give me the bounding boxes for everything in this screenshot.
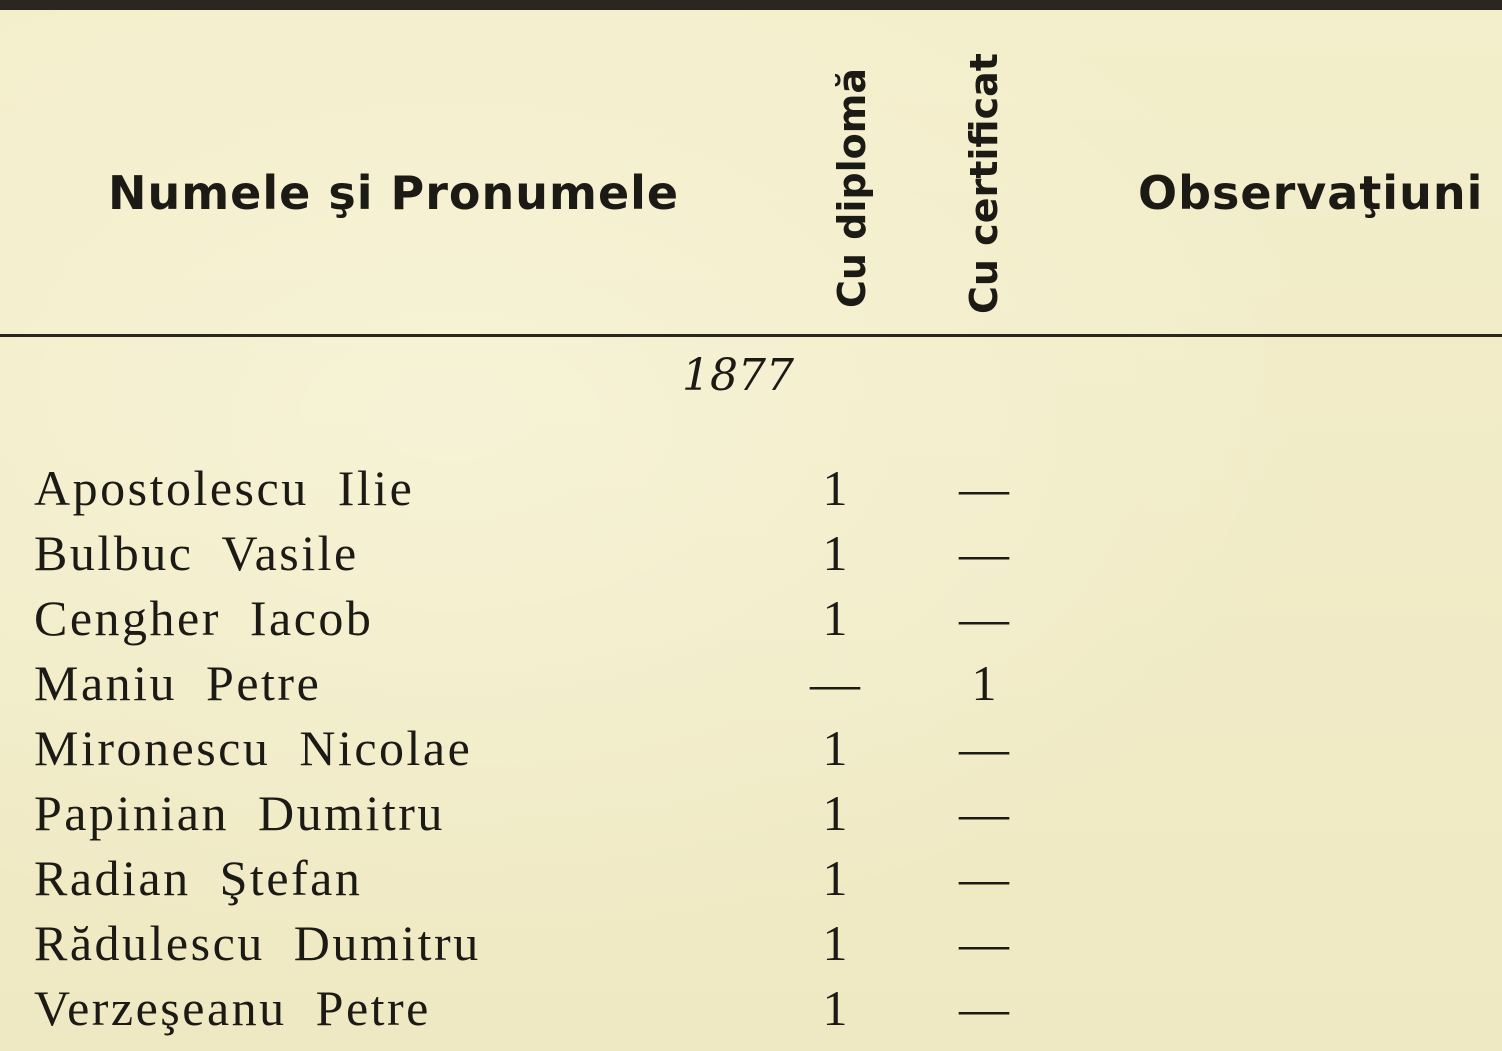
row-certificate: —: [959, 785, 1009, 841]
row-name: Cengher Iacob: [34, 590, 374, 646]
row-name: Rădulescu Dumitru: [34, 915, 481, 971]
row-certificate: —: [959, 590, 1009, 646]
header-diploma: Cu diplomă: [830, 68, 874, 308]
row-diploma: 1: [822, 460, 848, 516]
row-name: Papinian Dumitru: [34, 785, 445, 841]
row-diploma: 1: [822, 720, 848, 776]
table-row: [0, 586, 1502, 651]
header-name: Numele şi Pronumele: [108, 166, 680, 220]
table-row: [0, 456, 1502, 521]
row-certificate: —: [959, 850, 1009, 906]
row-name: Verzeşeanu Petre: [34, 980, 431, 1036]
row-diploma: —: [810, 655, 860, 711]
table-body: [0, 456, 1502, 1041]
row-certificate: 1: [971, 655, 997, 711]
row-diploma: 1: [822, 525, 848, 581]
header-rule: [0, 334, 1502, 337]
table-row: [0, 651, 1502, 716]
row-name: Mironescu Nicolae: [34, 720, 473, 776]
row-certificate: —: [959, 980, 1009, 1036]
row-certificate: —: [959, 460, 1009, 516]
table-row: [0, 521, 1502, 586]
table-row: [0, 976, 1502, 1041]
row-name: Bulbuc Vasile: [34, 525, 359, 581]
table-row: [0, 716, 1502, 781]
row-name: Radian Ştefan: [34, 850, 363, 906]
table-row: [0, 846, 1502, 911]
row-certificate: —: [959, 915, 1009, 971]
year-label: 1877: [682, 350, 794, 401]
table-row: [0, 781, 1502, 846]
top-rule: [0, 0, 1502, 10]
row-diploma: 1: [822, 915, 848, 971]
header-observations: Observaţiuni: [1138, 166, 1484, 220]
row-certificate: —: [959, 720, 1009, 776]
row-diploma: 1: [822, 590, 848, 646]
table-row: [0, 911, 1502, 976]
row-diploma: 1: [822, 850, 848, 906]
row-diploma: 1: [822, 785, 848, 841]
row-certificate: —: [959, 525, 1009, 581]
row-name: Maniu Petre: [34, 655, 322, 711]
row-name: Apostolescu Ilie: [34, 460, 415, 516]
header-certificate: Cu certificat: [962, 53, 1006, 314]
row-diploma: 1: [822, 980, 848, 1036]
